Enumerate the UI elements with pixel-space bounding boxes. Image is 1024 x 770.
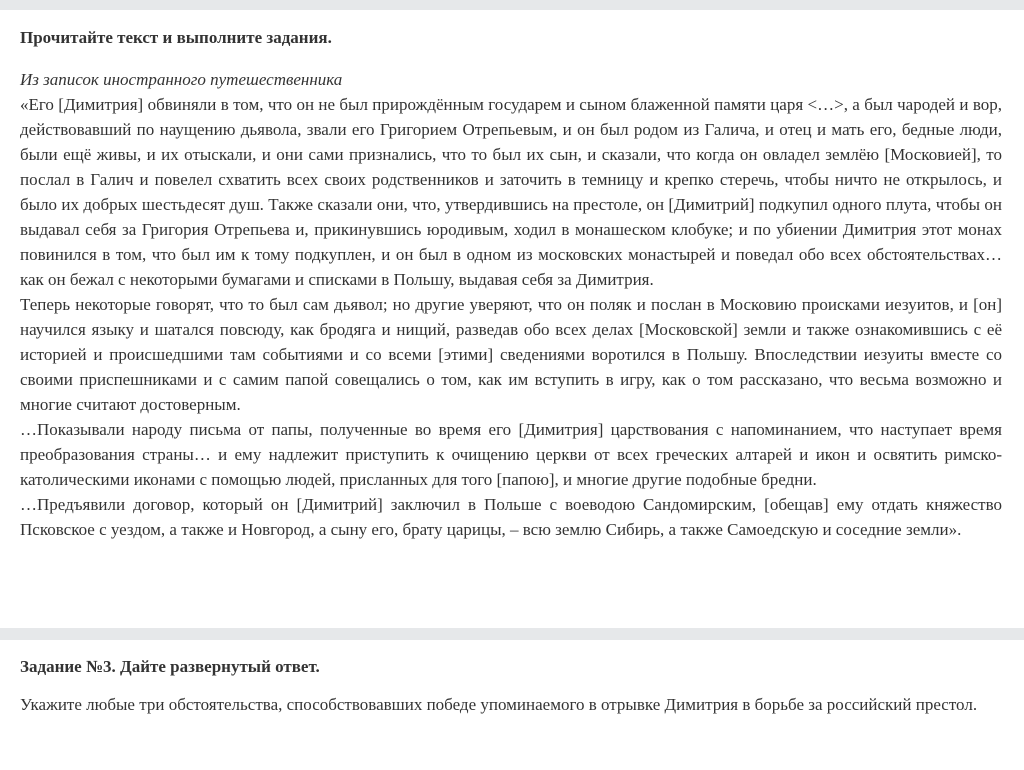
task-section — [0, 640, 1024, 770]
reading-section — [0, 10, 1024, 628]
source-caption: Из записок иностранного путешественника — [20, 70, 343, 89]
section-divider — [0, 628, 1024, 640]
top-bar — [0, 0, 1024, 10]
text-paragraph: …Предъявили договор, который он [Димитрий] заключил в Польше с воеводою Сандомирским, [обещав] ему отдать княжество Псковское с уездом, а также и Новгород, а сыну его, брату царицы, – всю землю Сибирь, а также Самоедскую и соседние земли». — [20, 495, 1002, 539]
text-paragraph: Теперь некоторые говорят, что то был сам дьявол; но другие уверяют, что он поляк и послан в Московию происками иезуитов, и [он] научился языку и шатался повсюду, как бродяга и нищий, разведав обо всех делах [Московской] земли и также ознакомившись с её историей и происшедшими там событиями и со всеми [этими] сведениями воротился в Польшу. Впоследствии иезуиты вместе со своими приспешниками и с самим папой совещались о том, как им вступить в игру, как о том рассказано, что весьма возможно и многие считают достоверным. — [20, 295, 1002, 414]
task-title: Задание №3. Дайте развернутый ответ. — [20, 657, 320, 676]
text-paragraph: «Его [Димитрия] обвиняли в том, что он не был прирождённым государем и сыном блаженной памяти царя <…>, а был чародей и вор, действовавший по наущению дьявола, звали его Григорием Отрепьевым, и он был родом из Галича, и отец и мать его, бедные люди, были ещё живы, и их отыскали, и они сами признались, что то был их сын, и сказали, что когда он овладел землёю [Московией], то послал в Галич и повелел схватить всех своих родственников и заточить в темницу и крепко стеречь, чтобы ничто не открылось, и было их добрых шестьдесят душ. Также сказали они, что, утвердившись на престоле, он [Димитрий] подкупил одного плута, чтобы он выдавал себя за Григория Отрепьева и, прикинувшись юродивым, ходил в монашеском клобуке; и по убиении Димитрия этот монах повинился в том, что был им к тому подкуплен, и он был в одном из московских монастырей и поведал обо всех обстоятельствах… как он бежал с некоторыми бумагами и списками в Польшу, выдавая себя за Димитрия. — [20, 95, 1002, 289]
section-title: Прочитайте текст и выполните задания. — [20, 28, 332, 47]
task-text: Укажите любые три обстоятельства, способствовавших победе упоминаемого в отрывке Димитрия в борьбе за российский престол. — [20, 695, 978, 714]
text-paragraph: …Показывали народу письма от папы, полученные во время его [Димитрия] царствования с напоминанием, что наступает время преобразования страны… и ему надлежит приступить к очищению церкви от всех греческих алтарей и икон и освятить римско-католическими иконами с помощью людей, присланных для того [папою], и многие другие подобные бредни. — [20, 420, 1002, 489]
